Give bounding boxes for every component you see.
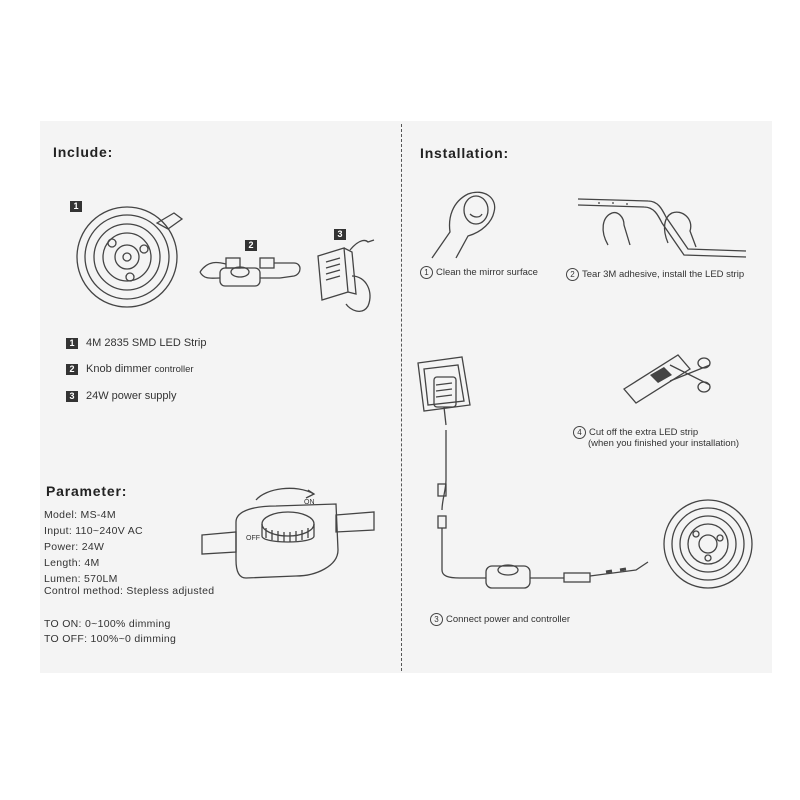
list-1-badge: 1 xyxy=(66,338,78,349)
knob-off-label: OFF xyxy=(246,535,260,542)
installation-heading: Installation: xyxy=(420,145,509,161)
step-2-text: Tear 3M adhesive, install the LED strip xyxy=(582,269,745,281)
step-3-text: Connect power and controller xyxy=(446,614,571,626)
dimming-off: TO OFF: 100%~0 dimming xyxy=(44,633,177,645)
connection-cable-illustration xyxy=(430,420,680,600)
knob-controller-closeup xyxy=(196,480,381,590)
step-1-text: Clean the mirror surface xyxy=(436,267,538,279)
step-1 xyxy=(420,266,538,279)
step-1-num: 1 xyxy=(420,266,433,279)
list-2-text xyxy=(86,363,194,375)
cutting-strip-illustration xyxy=(620,345,715,405)
led-reel-connected-illustration xyxy=(662,498,757,593)
list-1-text: 4M 2835 SMD LED Strip xyxy=(86,337,207,349)
param-model: Model: MS-4M xyxy=(44,509,116,521)
list-3-text: 24W power supply xyxy=(86,390,177,402)
step-3-num: 3 xyxy=(430,613,443,626)
dimming-on: TO ON: 0~100% dimming xyxy=(44,618,171,630)
item-2-badge: 2 xyxy=(245,240,257,251)
list-3-badge: 3 xyxy=(66,391,78,402)
parameter-heading: Parameter: xyxy=(46,483,128,499)
include-heading: Include: xyxy=(53,144,114,160)
hand-cleaning-illustration xyxy=(428,188,508,263)
knob-dimmer-illustration xyxy=(198,250,313,290)
led-strip-reel-illustration xyxy=(72,205,192,310)
param-power: Power: 24W xyxy=(44,541,105,553)
page-divider xyxy=(401,124,402,671)
list-2-small: controller xyxy=(154,364,194,375)
item-1-badge: 1 xyxy=(70,201,82,212)
power-adapter-illustration xyxy=(316,236,381,321)
list-2-badge: 2 xyxy=(66,364,78,375)
step-4-text: Cut off the extra LED strip xyxy=(589,427,699,439)
param-length: Length: 4M xyxy=(44,557,100,569)
step-2 xyxy=(566,268,744,281)
step-3 xyxy=(430,613,570,626)
step-4-note: (when you finished your installation) xyxy=(588,438,740,449)
param-control: Control method: Stepless adjusted xyxy=(44,585,215,597)
param-input: Input: 110~240V AC xyxy=(44,525,143,537)
step-2-num: 2 xyxy=(566,268,579,281)
knob-on-label: ON xyxy=(304,499,315,506)
step-4-num: 4 xyxy=(573,426,586,439)
install-strip-illustration xyxy=(578,195,748,265)
param-lumen: Lumen: 570LM xyxy=(44,573,118,585)
list-2-main: Knob dimmer xyxy=(86,363,152,375)
item-3-badge: 3 xyxy=(334,229,346,240)
